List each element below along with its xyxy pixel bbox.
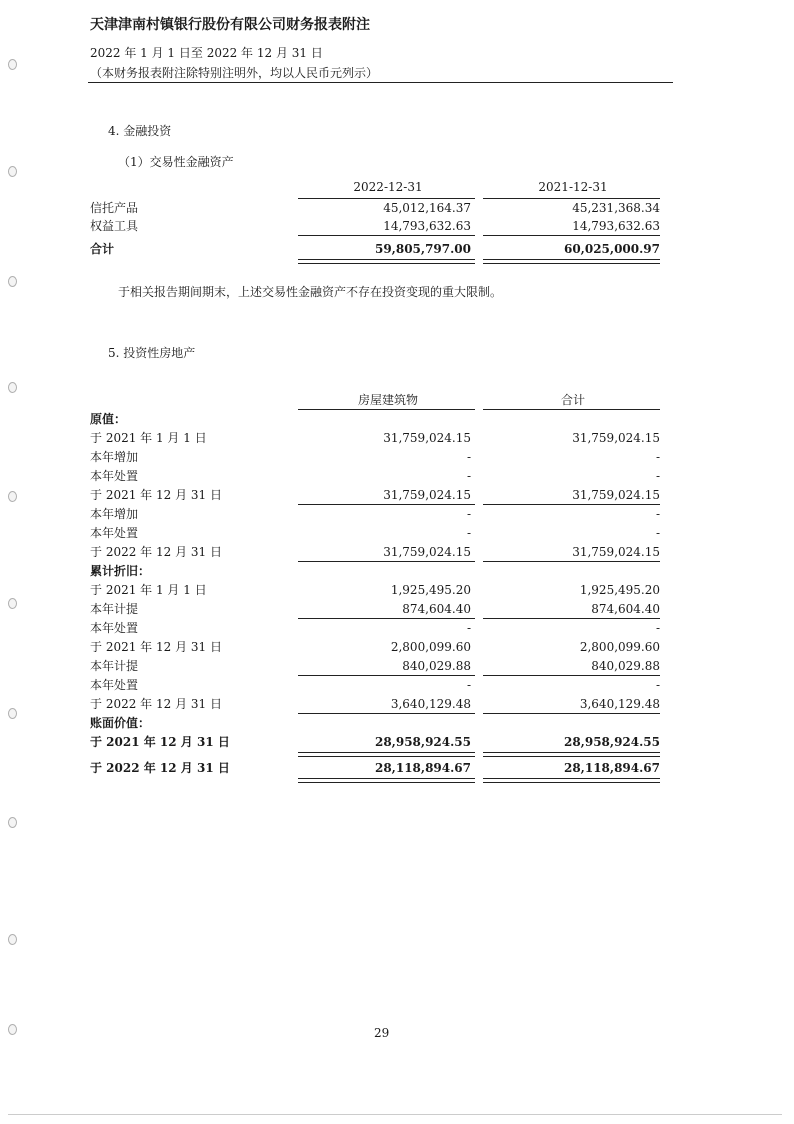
value-building: 3,640,129.48 — [390, 697, 471, 711]
value-total: 1,925,495.20 — [579, 583, 660, 597]
s4-subtotal-rule — [298, 235, 475, 236]
value-building: - — [466, 469, 471, 483]
row-label: 于 2022 年 12 月 31 日 — [90, 697, 222, 711]
value-total: 31,759,024.15 — [572, 545, 660, 559]
value-building: 31,759,024.15 — [383, 545, 471, 559]
value-total: 3,640,129.48 — [579, 697, 660, 711]
s5-subtotal-rule — [483, 561, 660, 562]
row-label: 本年增加 — [90, 450, 139, 464]
table-row — [90, 695, 670, 713]
table-row — [90, 199, 670, 217]
s5-subtotal-rule — [483, 675, 660, 676]
value-total: 28,118,894.67 — [563, 761, 660, 775]
row-label: 于 2022 年 12 月 31 日 — [90, 761, 230, 775]
value-total: - — [655, 507, 660, 521]
s4-total-double-rule — [483, 259, 660, 264]
value-total: 31,759,024.15 — [572, 431, 660, 445]
value-total: 840,029.88 — [591, 659, 660, 673]
s5-total-double-rule — [483, 778, 660, 783]
table-row — [90, 410, 670, 428]
binder-hole — [8, 382, 17, 393]
binder-hole — [8, 708, 17, 719]
section-4-title: 4. 金融投资 — [108, 124, 172, 138]
value-building: 31,759,024.15 — [383, 431, 471, 445]
total-2021: 60,025,000.97 — [563, 242, 660, 256]
s5-subtotal-rule — [483, 618, 660, 619]
s5-col-header-building: 房屋建筑物 — [357, 393, 418, 407]
row-label: 本年处置 — [90, 621, 139, 635]
page-number: 29 — [374, 1026, 390, 1040]
value-building: 28,118,894.67 — [374, 761, 471, 775]
value-2021: 14,793,632.63 — [572, 219, 660, 233]
table-row — [90, 759, 670, 777]
row-label: 于 2021 年 1 月 1 日 — [90, 583, 207, 597]
section-5-title: 5. 投资性房地产 — [108, 346, 196, 360]
s4-col-header-2021: 2021-12-31 — [538, 180, 608, 194]
value-building: 1,925,495.20 — [390, 583, 471, 597]
row-label: 本年计提 — [90, 602, 139, 616]
value-building: - — [466, 621, 471, 635]
header-divider — [88, 82, 673, 83]
s4-total-double-rule — [298, 259, 475, 264]
s5-total-double-rule — [298, 752, 475, 757]
binder-hole — [8, 598, 17, 609]
value-building: 31,759,024.15 — [383, 488, 471, 502]
row-label: 于 2021 年 12 月 31 日 — [90, 735, 230, 749]
binder-hole — [8, 817, 17, 828]
binder-hole — [8, 1024, 17, 1035]
row-label: 本年增加 — [90, 507, 139, 521]
row-label: 于 2021 年 12 月 31 日 — [90, 488, 222, 502]
table-row — [90, 733, 670, 751]
table-row — [90, 429, 670, 447]
row-label: 于 2021 年 1 月 1 日 — [90, 431, 207, 445]
value-total: 31,759,024.15 — [572, 488, 660, 502]
value-building: - — [466, 507, 471, 521]
binder-hole — [8, 59, 17, 70]
s5-total-double-rule — [483, 752, 660, 757]
table-row — [90, 657, 670, 675]
row-label: 本年处置 — [90, 678, 139, 692]
value-building: - — [466, 450, 471, 464]
s5-total-double-rule — [298, 778, 475, 783]
table-total-row — [90, 240, 670, 258]
table-row — [90, 600, 670, 618]
value-building: - — [466, 678, 471, 692]
table-row — [90, 217, 670, 235]
s5-subtotal-rule — [298, 561, 475, 562]
value-total: 874,604.40 — [591, 602, 660, 616]
value-total: - — [655, 450, 660, 464]
table-row — [90, 714, 670, 732]
report-title: 天津津南村镇银行股份有限公司财务报表附注 — [90, 17, 370, 33]
binder-hole — [8, 934, 17, 945]
value-building: - — [466, 526, 471, 540]
row-label: 于 2021 年 12 月 31 日 — [90, 640, 222, 654]
row-label: 信托产品 — [90, 201, 139, 215]
row-label: 权益工具 — [90, 219, 139, 233]
row-label: 本年计提 — [90, 659, 139, 673]
section-4-remark: 于相关报告期间期末，上述交易性金融资产不存在投资变现的重大限制。 — [118, 285, 503, 299]
table-row — [90, 562, 670, 580]
table-row — [90, 676, 670, 694]
table-row — [90, 524, 670, 542]
value-2021: 45,231,368.34 — [572, 201, 660, 215]
row-label: 累计折旧： — [90, 564, 151, 578]
row-label: 本年处置 — [90, 469, 139, 483]
s5-col-header-total: 合计 — [560, 393, 585, 407]
value-building: 840,029.88 — [402, 659, 471, 673]
row-label: 本年处置 — [90, 526, 139, 540]
value-total: - — [655, 621, 660, 635]
s5-subtotal-rule — [298, 713, 475, 714]
binder-hole — [8, 491, 17, 502]
report-period: 2022 年 1 月 1 日至 2022 年 12 月 31 日 — [90, 46, 323, 60]
value-total: - — [655, 678, 660, 692]
table-row — [90, 619, 670, 637]
page-bottom-edge — [8, 1114, 782, 1115]
s4-subtotal-rule — [483, 235, 660, 236]
s5-subtotal-rule — [483, 713, 660, 714]
s5-subtotal-rule — [483, 504, 660, 505]
value-total: 2,800,099.60 — [579, 640, 660, 654]
total-2022: 59,805,797.00 — [374, 242, 471, 256]
table-row — [90, 486, 670, 504]
report-note: （本财务报表附注除特别注明外，均以人民币元列示） — [90, 66, 379, 80]
row-label: 于 2022 年 12 月 31 日 — [90, 545, 222, 559]
s5-subtotal-rule — [298, 618, 475, 619]
table-row — [90, 581, 670, 599]
row-label: 账面价值： — [90, 716, 151, 730]
value-2022: 14,793,632.63 — [383, 219, 471, 233]
binder-hole — [8, 166, 17, 177]
value-building: 28,958,924.55 — [374, 735, 471, 749]
s5-subtotal-rule — [298, 675, 475, 676]
value-total: 28,958,924.55 — [563, 735, 660, 749]
value-building: 2,800,099.60 — [390, 640, 471, 654]
row-label: 原值： — [90, 412, 127, 426]
value-building: 874,604.40 — [402, 602, 471, 616]
s5-subtotal-rule — [298, 504, 475, 505]
table-row — [90, 448, 670, 466]
s4-col-header-2022: 2022-12-31 — [353, 180, 423, 194]
table-row — [90, 638, 670, 656]
value-2022: 45,012,164.37 — [383, 201, 471, 215]
table-row — [90, 467, 670, 485]
value-total: - — [655, 526, 660, 540]
table-row — [90, 505, 670, 523]
table-row — [90, 543, 670, 561]
binder-hole — [8, 276, 17, 287]
section-4-subtitle: （1）交易性金融资产 — [118, 155, 234, 169]
total-label: 合计 — [90, 242, 115, 256]
value-total: - — [655, 469, 660, 483]
